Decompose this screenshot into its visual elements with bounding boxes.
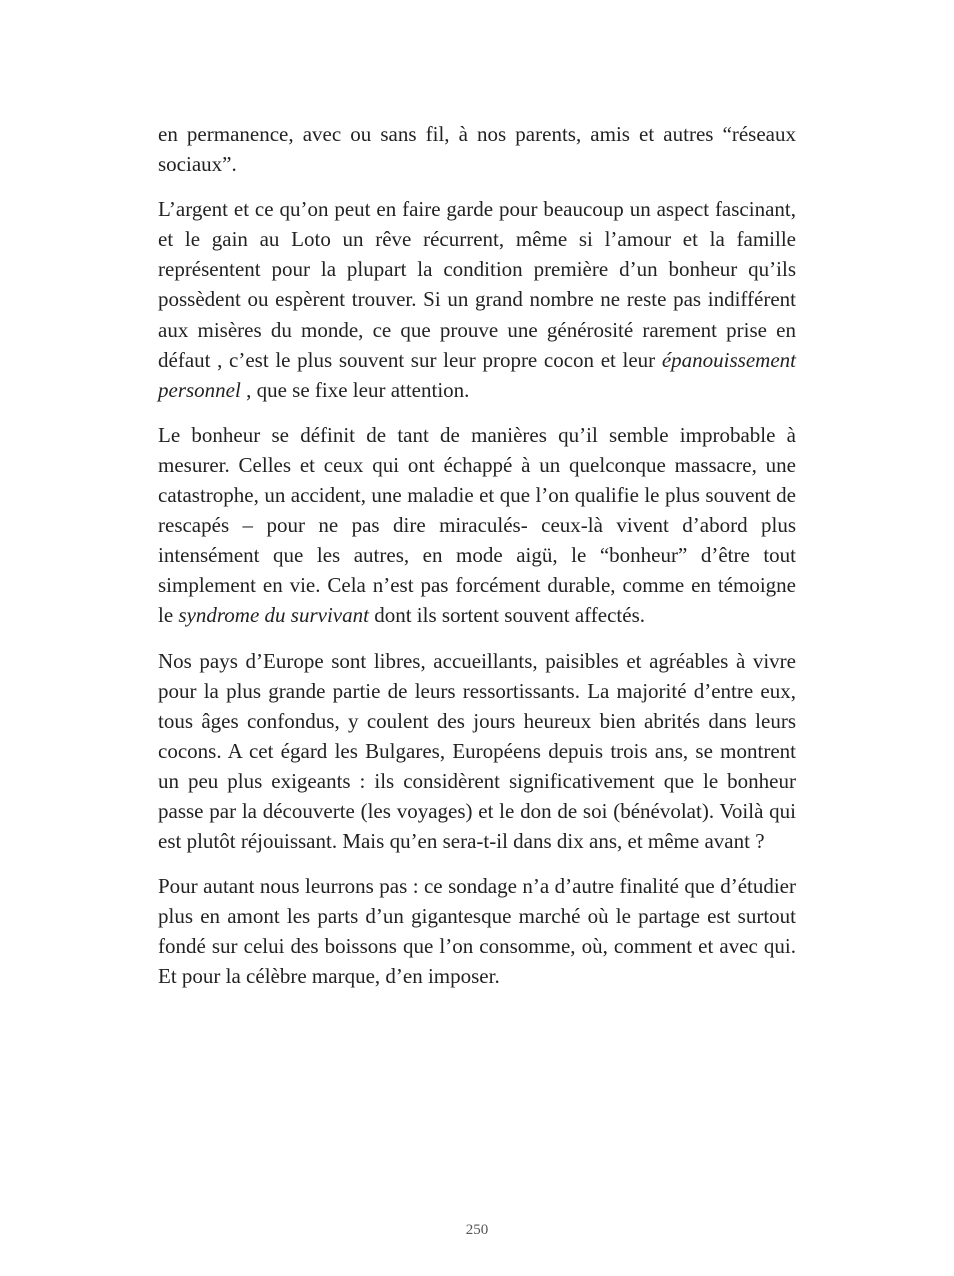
paragraph-3 [158,420,796,631]
page-number: 250 [465,1222,489,1238]
paragraph-text: L’argent et ce qu’on peut en faire garde pour beaucoup un aspect fascinant, et le gain au Loto un rêve récurrent, même si l’amour et la famille représentent pour la plupart la condition première d’un bonheur qu’ils possèdent ou espèrent trouver. Si un grand nombre ne reste pas indifférent aux misères du monde, ce que prouve une générosité rarement prise en défaut , c’est le plus souvent sur leur propre cocon et leur [158,197,796,372]
italic-phrase: syndrome du survivant [178,603,369,628]
paragraph-text: en permanence, avec ou sans fil, à nos parents, amis et autres “réseaux sociaux”. [158,122,796,177]
paragraph-text: dont ils sortent souvent affectés. [368,603,645,628]
body-text [158,119,796,1007]
paragraph-4 [158,646,796,857]
paragraph-text: , que se fixe leur attention. [240,377,470,402]
italic-phrase: épanouissement personnel [158,347,796,402]
paragraph-2 [158,194,796,405]
paragraph-text: Pour autant nous leurrons pas : ce sondage n’a d’autre finalité que d’étudier plus en amont les parts d’un gigantesque marché où le partage est surtout fondé sur celui des boissons que l’on consomme, où, comment et avec qui. Et pour la célèbre marque, d’en imposer. [158,874,796,989]
paragraph-5 [158,871,796,991]
paragraph-text: Nos pays d’Europe sont libres, accueillants, paisibles et agréables à vivre pour la plus grande partie de leurs ressortissants. La majorité d’entre eux, tous âges confondus, y coulent des jours heureux bien abrités dans leurs cocons. A cet égard les Bulgares, Européens depuis trois ans, se montrent un peu plus exigeants : ils considèrent significativement que le bonheur passe par la découverte (les voyages) et le don de soi (bénévolat). Voilà qui est plutôt réjouissant. Mais qu’en sera-t-il dans dix ans, et même avant ? [158,648,796,854]
paragraph-text: Le bonheur se définit de tant de manières qu’il semble improbable à mesurer. Celles et ceux qui ont échappé à un quelconque massacre, une catastrophe, un accident, une maladie et que l’on qualifie le plus souvent de rescapés – pour ne pas dire miraculés- ceux-là vivent d’abord plus intensément que les autres, en mode aigü, le “bonheur” d’être tout simplement en vie. Cela n’est pas forcément durable, comme en témoigne le [158,422,796,628]
paragraph-1 [158,119,796,179]
